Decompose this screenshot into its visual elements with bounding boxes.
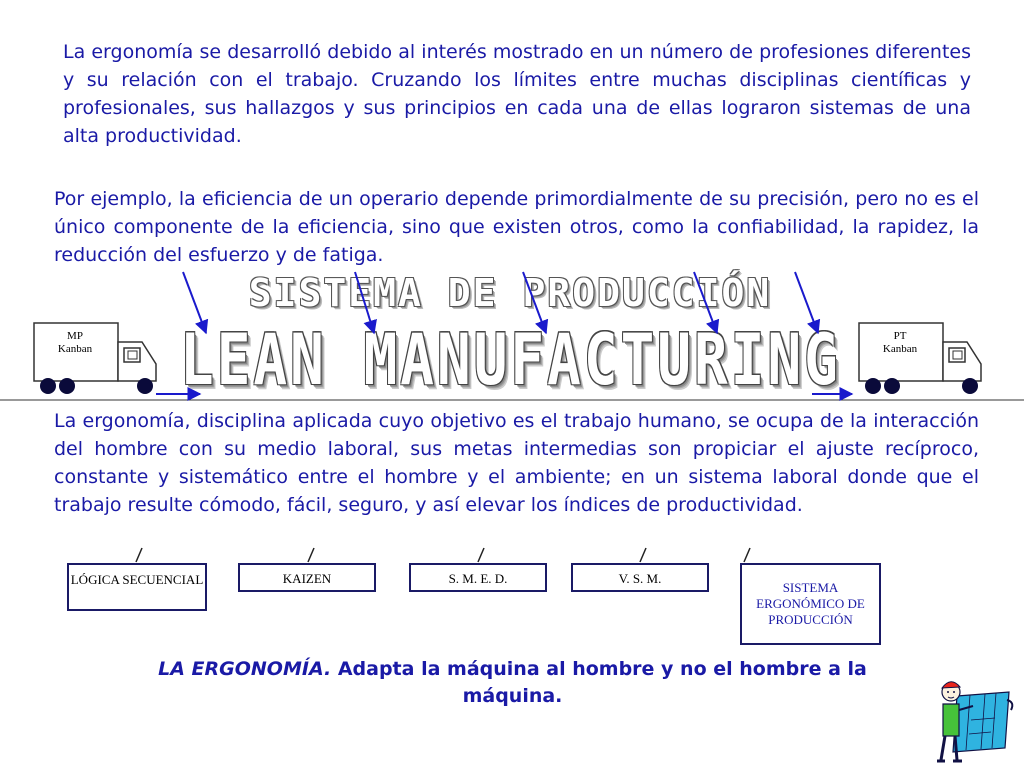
tick-mark (136, 548, 142, 562)
arrow-to-title (523, 272, 546, 333)
tick-mark (308, 548, 314, 562)
tick-mark (640, 548, 646, 562)
tick-mark (478, 548, 484, 562)
arrow-to-title (355, 272, 374, 333)
tool-box-logica-secuencial: LÓGICA SECUENCIAL (67, 563, 207, 611)
tool-box-sistema-ergonomico: SISTEMA ERGONÓMICO DE PRODUCCIÓN (740, 563, 881, 645)
truck-label: MP Kanban (57, 330, 93, 355)
arrow-to-title (183, 272, 206, 333)
arrow-to-title (795, 272, 818, 333)
lean-title: LEAN MANUFACTURING (180, 320, 841, 402)
system-title: SISTEMA DE PRODUCCIÓN (248, 271, 772, 315)
tick-mark (744, 548, 750, 562)
tool-box-vsm: V. S. M. (571, 563, 709, 592)
ergonomics-quote (150, 656, 875, 710)
tool-box-smed: S. M. E. D. (409, 563, 547, 592)
intro-paragraph: La ergonomía se desarrolló debido al interés mostrado en un número de profesiones diferentes y su relación con el trabajo. Cruzando los límites entre muchas disciplinas científicas y profesionales, sus hallazgos y sus principios en cada una de ellas lograron sistemas de una alta productividad. (63, 41, 971, 147)
worker-holding-map-icon (937, 682, 1012, 761)
arrow-to-title (694, 272, 717, 333)
quote-lead: LA ERGONOMÍA. (158, 658, 332, 680)
example-paragraph: Por ejemplo, la eficiencia de un operario depende primordialmente de su precisión, pero no es el único componente de la eficiencia, sino que existen otros, como la confiabilidad, la rapidez, la reducción del esfuerzo y de fatiga. (54, 188, 979, 266)
quote-body: Adapta la máquina al hombre y no el hombre a la máquina. (331, 658, 867, 707)
truck-label: PT Kanban (882, 330, 918, 355)
definition-paragraph: La ergonomía, disciplina aplicada cuyo objetivo es el trabajo humano, se ocupa de la interacción del hombre con su medio laboral, sus metas intermedias son propiciar el ajuste recíproco, constante y sistemático entre el hombre y el ambiente; en un sistema laboral donde que el trabajo resulte cómodo, fácil, seguro, y así elevar los índices de productividad. (54, 410, 979, 516)
tool-box-kaizen: KAIZEN (238, 563, 376, 592)
